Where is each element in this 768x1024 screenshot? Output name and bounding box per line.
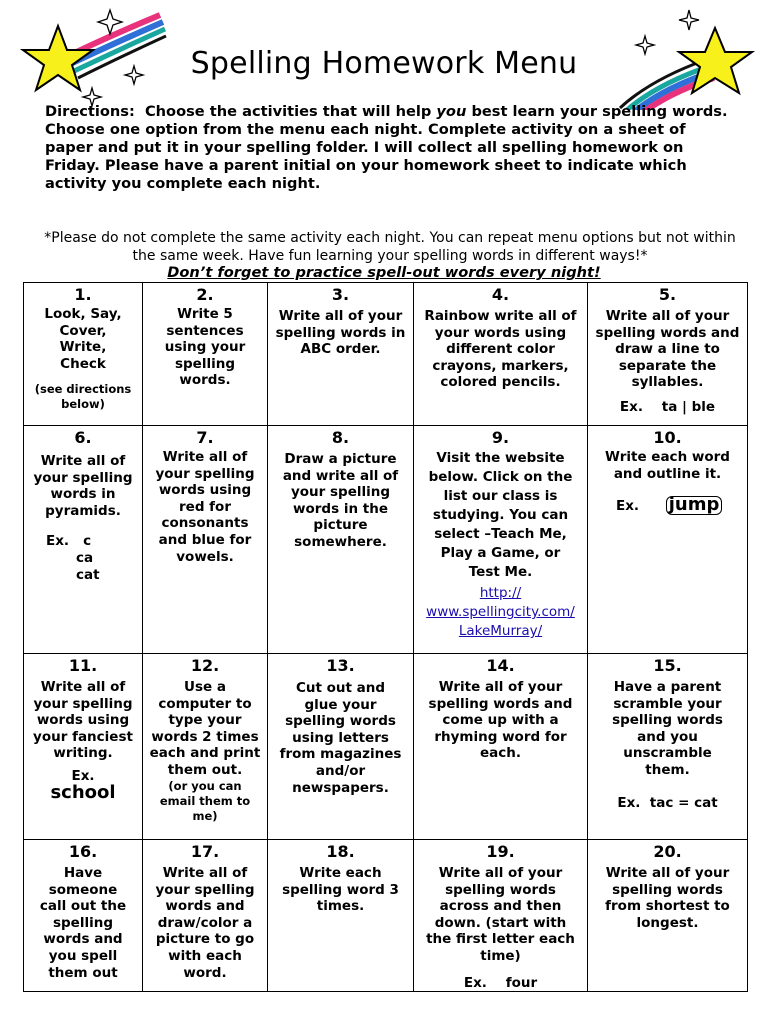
menu-option-15: [588, 654, 748, 840]
option-text: Write 5 sentences using your spelling words.: [164, 306, 246, 389]
option-number: 12.: [190, 656, 220, 675]
option-text: Write all of your spelling words and draw/color a picture to go with each word.: [155, 865, 255, 981]
directions-label: Directions:: [45, 103, 135, 120]
homework-menu-table: [23, 282, 748, 992]
menu-option-7: [143, 426, 268, 654]
option-text: Write all of your spelling words in pyramids.: [33, 453, 133, 519]
option-text: Rainbow write all of your words using different color crayons, markers, colored pencils.: [424, 308, 577, 391]
menu-option-2: [143, 283, 268, 426]
link-line[interactable]: http://: [479, 585, 522, 601]
menu-row: [24, 840, 748, 992]
option-text: Visit the website below. Click on the list our class is studying. You can select –Teach Me, Play a Game, or Test Me.: [428, 450, 573, 580]
option-number: 13.: [326, 656, 355, 675]
menu-row: [24, 283, 748, 426]
option-text: Look, Say, Cover, Write, Check: [44, 306, 122, 372]
menu-option-5: [588, 283, 748, 426]
option-number: 2.: [196, 285, 214, 304]
directions-text: best learn your spelling words.: [471, 103, 728, 120]
option-number: 19.: [486, 842, 515, 861]
option-number: 11.: [68, 656, 98, 675]
menu-option-20: [588, 840, 748, 992]
link-line[interactable]: LakeMurray/: [458, 623, 543, 639]
directions-emphasis: you: [436, 103, 467, 120]
spell-out-reminder: Don’t forget to practice spell-out words every night!: [167, 264, 601, 281]
website-link[interactable]: [418, 584, 583, 641]
menu-option-9: [414, 426, 588, 654]
menu-option-17: [143, 840, 268, 992]
menu-option-13: [268, 654, 414, 840]
example-label: Ex.: [71, 767, 95, 784]
directions: [45, 103, 735, 193]
pyramid-line: ca: [76, 549, 94, 566]
option-text: Write all of your spelling words using red for consonants and blue for vowels.: [155, 449, 255, 565]
outline-example: [592, 496, 743, 515]
menu-option-4: [414, 283, 588, 426]
fancy-word-example: school: [50, 781, 116, 803]
menu-row: [24, 654, 748, 840]
option-number: 3.: [331, 285, 350, 304]
option-text: Write all of your spelling words and come up with a rhyming word for each.: [428, 679, 573, 762]
option-text: Cut out and glue your spelling words using letters from magazines and/or newspapers.: [279, 680, 402, 796]
option-text: Write all of your spelling words in ABC order.: [275, 308, 406, 358]
option-number: 8.: [331, 428, 350, 447]
option-number: 20.: [653, 842, 682, 861]
menu-option-1: [24, 283, 143, 426]
option-text: Write all of your spelling words using your fanciest writing.: [33, 679, 133, 762]
option-text: Write all of your spelling words from shortest to longest.: [605, 865, 730, 931]
menu-option-14: [414, 654, 588, 840]
option-text: Write all of your spelling words and draw a line to separate the syllables.: [595, 308, 740, 391]
option-number: 18.: [326, 842, 355, 861]
directions-body: Choose one option from the menu each night. Complete activity on a sheet of paper and put it in your spelling folder. I will collect all spelling homework on Friday. Please have a parent initial on your homework sheet to indicate which activity you complete each night.: [45, 121, 687, 192]
option-number: 5.: [658, 285, 677, 304]
pyramid-example: [28, 533, 138, 583]
menu-row: [24, 426, 748, 654]
link-line[interactable]: www.spellingcity.com/: [426, 604, 575, 620]
pyramid-line: cat: [76, 566, 100, 583]
option-number: 16.: [68, 842, 98, 861]
option-text: Have someone call out the spelling words and you spell them out: [39, 865, 127, 981]
option-text: Write all of your spelling words across and then down. (start with the first letter each time): [426, 865, 575, 964]
menu-option-11: [24, 654, 143, 840]
page-title: Spelling Homework Menu: [190, 46, 578, 81]
option-example: Ex. four: [463, 974, 538, 991]
menu-option-3: [268, 283, 414, 426]
option-number: 17.: [190, 842, 220, 861]
option-number: 4.: [491, 285, 510, 304]
menu-option-6: [24, 426, 143, 654]
option-number: 1.: [74, 285, 92, 304]
repeat-notice: *Please do not complete the same activity each night. You can repeat menu options but not within the same week. Have fun learning your spelling words in different ways!*: [44, 230, 736, 264]
outlined-word: jump: [666, 496, 723, 515]
option-text: Have a parent scramble your spelling words and you unscramble them.: [612, 679, 723, 778]
pyramid-line: Ex. c: [46, 533, 92, 550]
menu-option-18: [268, 840, 414, 992]
menu-option-8: [268, 426, 414, 654]
option-text: Draw a picture and write all of your spelling words in the picture somewhere.: [282, 451, 399, 550]
directions-intro: [45, 103, 735, 121]
option-note: (see directions below): [34, 382, 132, 412]
option-number: 7.: [196, 428, 214, 447]
directions-text: Choose the activities that will help: [144, 103, 432, 120]
menu-option-16: [24, 840, 143, 992]
option-text: Use a computer to type your words 2 times each and print them out.: [149, 679, 261, 778]
menu-option-19: [414, 840, 588, 992]
example-label: Ex.: [616, 498, 640, 515]
option-text: Write each word and outline it.: [605, 449, 730, 482]
option-number: 9.: [491, 428, 510, 447]
menu-option-12: [143, 654, 268, 840]
menu-option-10: [588, 426, 748, 654]
option-number: 14.: [486, 656, 515, 675]
option-number: 6.: [74, 428, 92, 447]
option-example: Ex. ta | ble: [619, 398, 716, 415]
option-note: (or you can email them to me): [159, 778, 251, 823]
option-text: Write each spelling word 3 times.: [282, 865, 399, 915]
option-number: 10.: [653, 428, 682, 447]
option-example: Ex. tac = cat: [617, 794, 718, 811]
option-number: 15.: [653, 656, 682, 675]
